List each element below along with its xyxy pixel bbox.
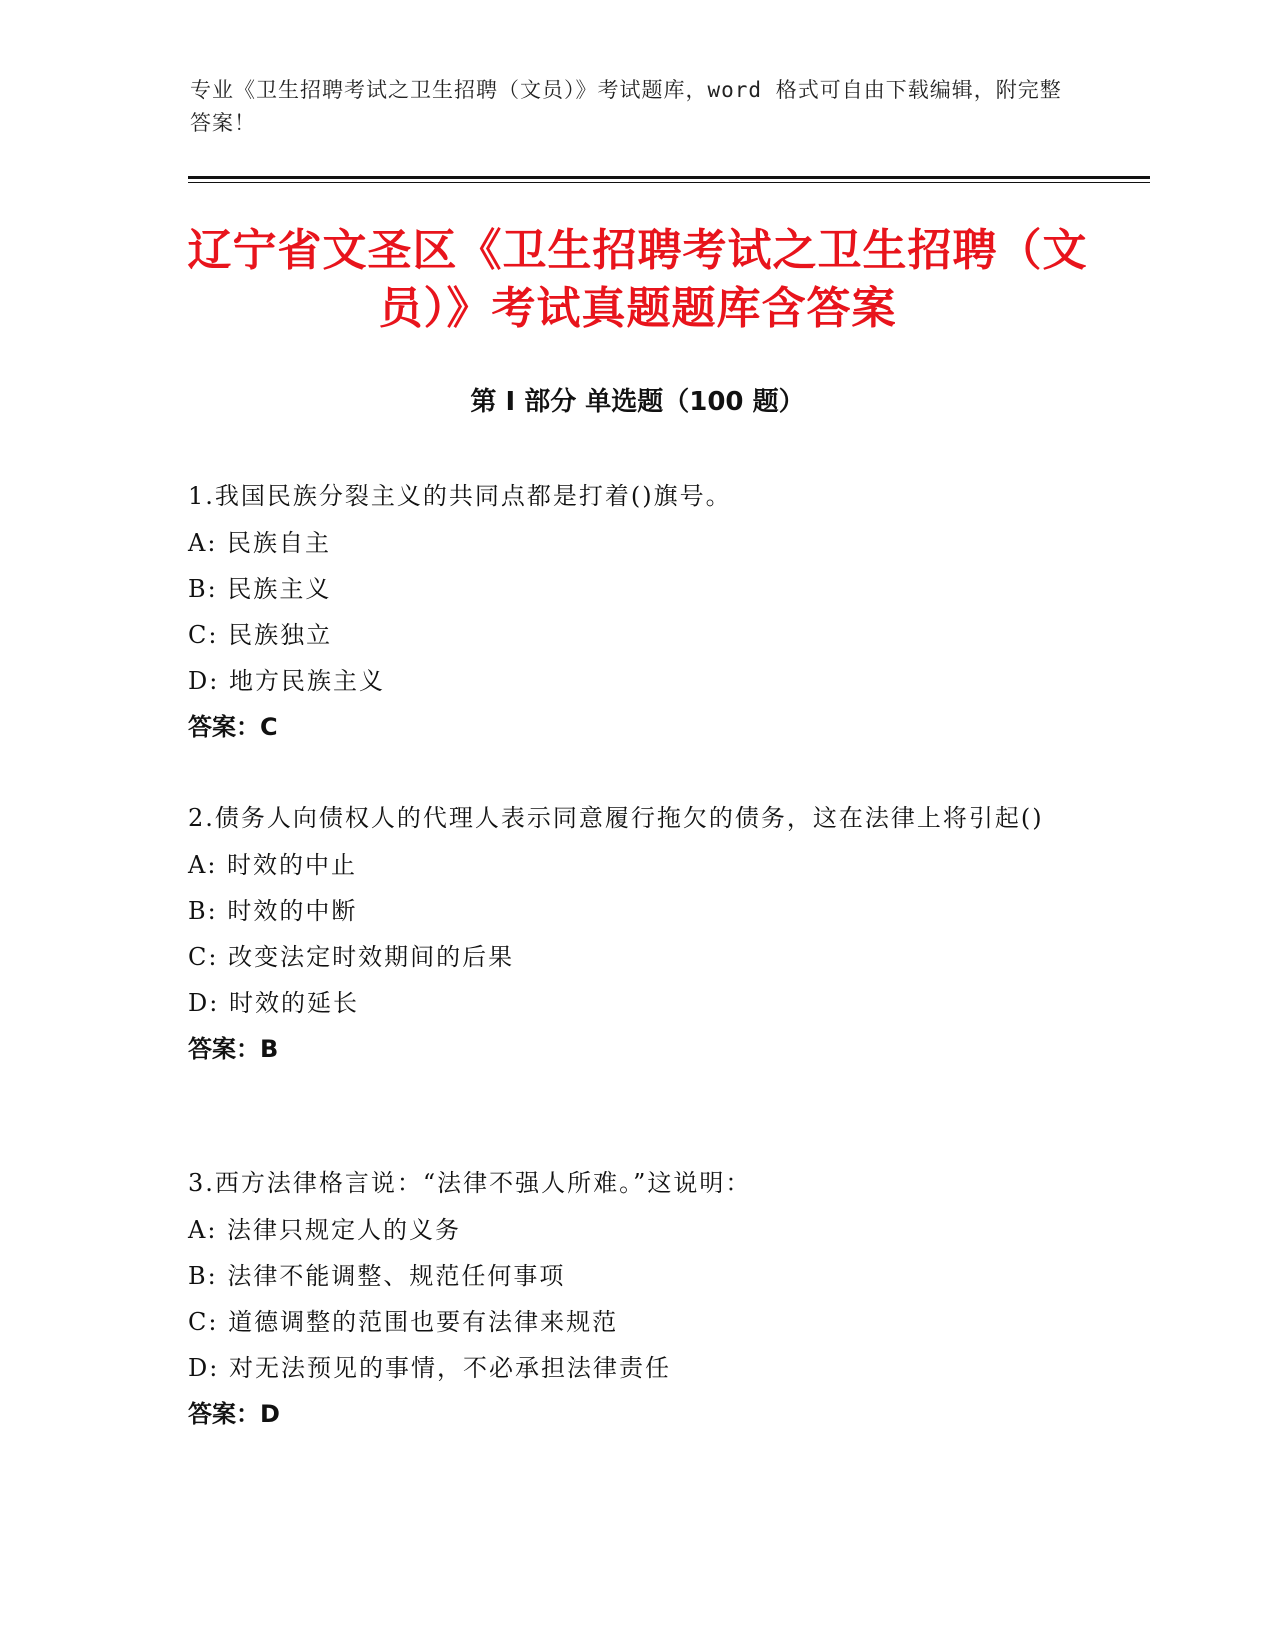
question-stem: 2.债务人向债权人的代理人表示同意履行拖欠的债务，这在法律上将引起() <box>188 804 1044 832</box>
question-3 <box>188 1160 1068 1437</box>
option-a: A: 民族自主 <box>188 529 332 557</box>
option-a: A: 时效的中止 <box>188 851 358 879</box>
option-a: A: 法律只规定人的义务 <box>188 1216 462 1244</box>
option-d: D: 时效的延长 <box>188 989 359 1017</box>
question-2 <box>188 795 1068 1072</box>
option-d: D: 地方民族主义 <box>188 667 385 695</box>
header-rule-thick <box>188 176 1150 179</box>
question-stem: 1.我国民族分裂主义的共同点都是打着()旗号。 <box>188 482 732 510</box>
option-d: D: 对无法预见的事情，不必承担法律责任 <box>188 1354 671 1382</box>
answer: 答案：C <box>188 713 278 741</box>
option-c: C: 民族独立 <box>188 621 333 649</box>
option-c: C: 道德调整的范围也要有法律来规范 <box>188 1308 619 1336</box>
option-b: B: 民族主义 <box>188 575 332 603</box>
question-stem: 3.西方法律格言说：“法律不强人所难。”这说明： <box>188 1169 752 1197</box>
question-1 <box>188 473 1068 750</box>
option-b: B: 法律不能调整、规范任何事项 <box>188 1262 566 1290</box>
answer: 答案：D <box>188 1400 280 1428</box>
header-rule-thin <box>188 182 1150 183</box>
section-heading: 第 I 部分 单选题（100 题） <box>470 387 805 417</box>
header-note: 专业《卫生招聘考试之卫生招聘（文员）》考试题库，word 格式可自由下载编辑，附完整答案！ <box>190 78 1062 135</box>
answer: 答案：B <box>188 1035 279 1063</box>
option-b: B: 时效的中断 <box>188 897 358 925</box>
document-title: 辽宁省文圣区《卫生招聘考试之卫生招聘（文员）》考试真题题库含答案 <box>187 225 1088 334</box>
option-c: C: 改变法定时效期间的后果 <box>188 943 515 971</box>
